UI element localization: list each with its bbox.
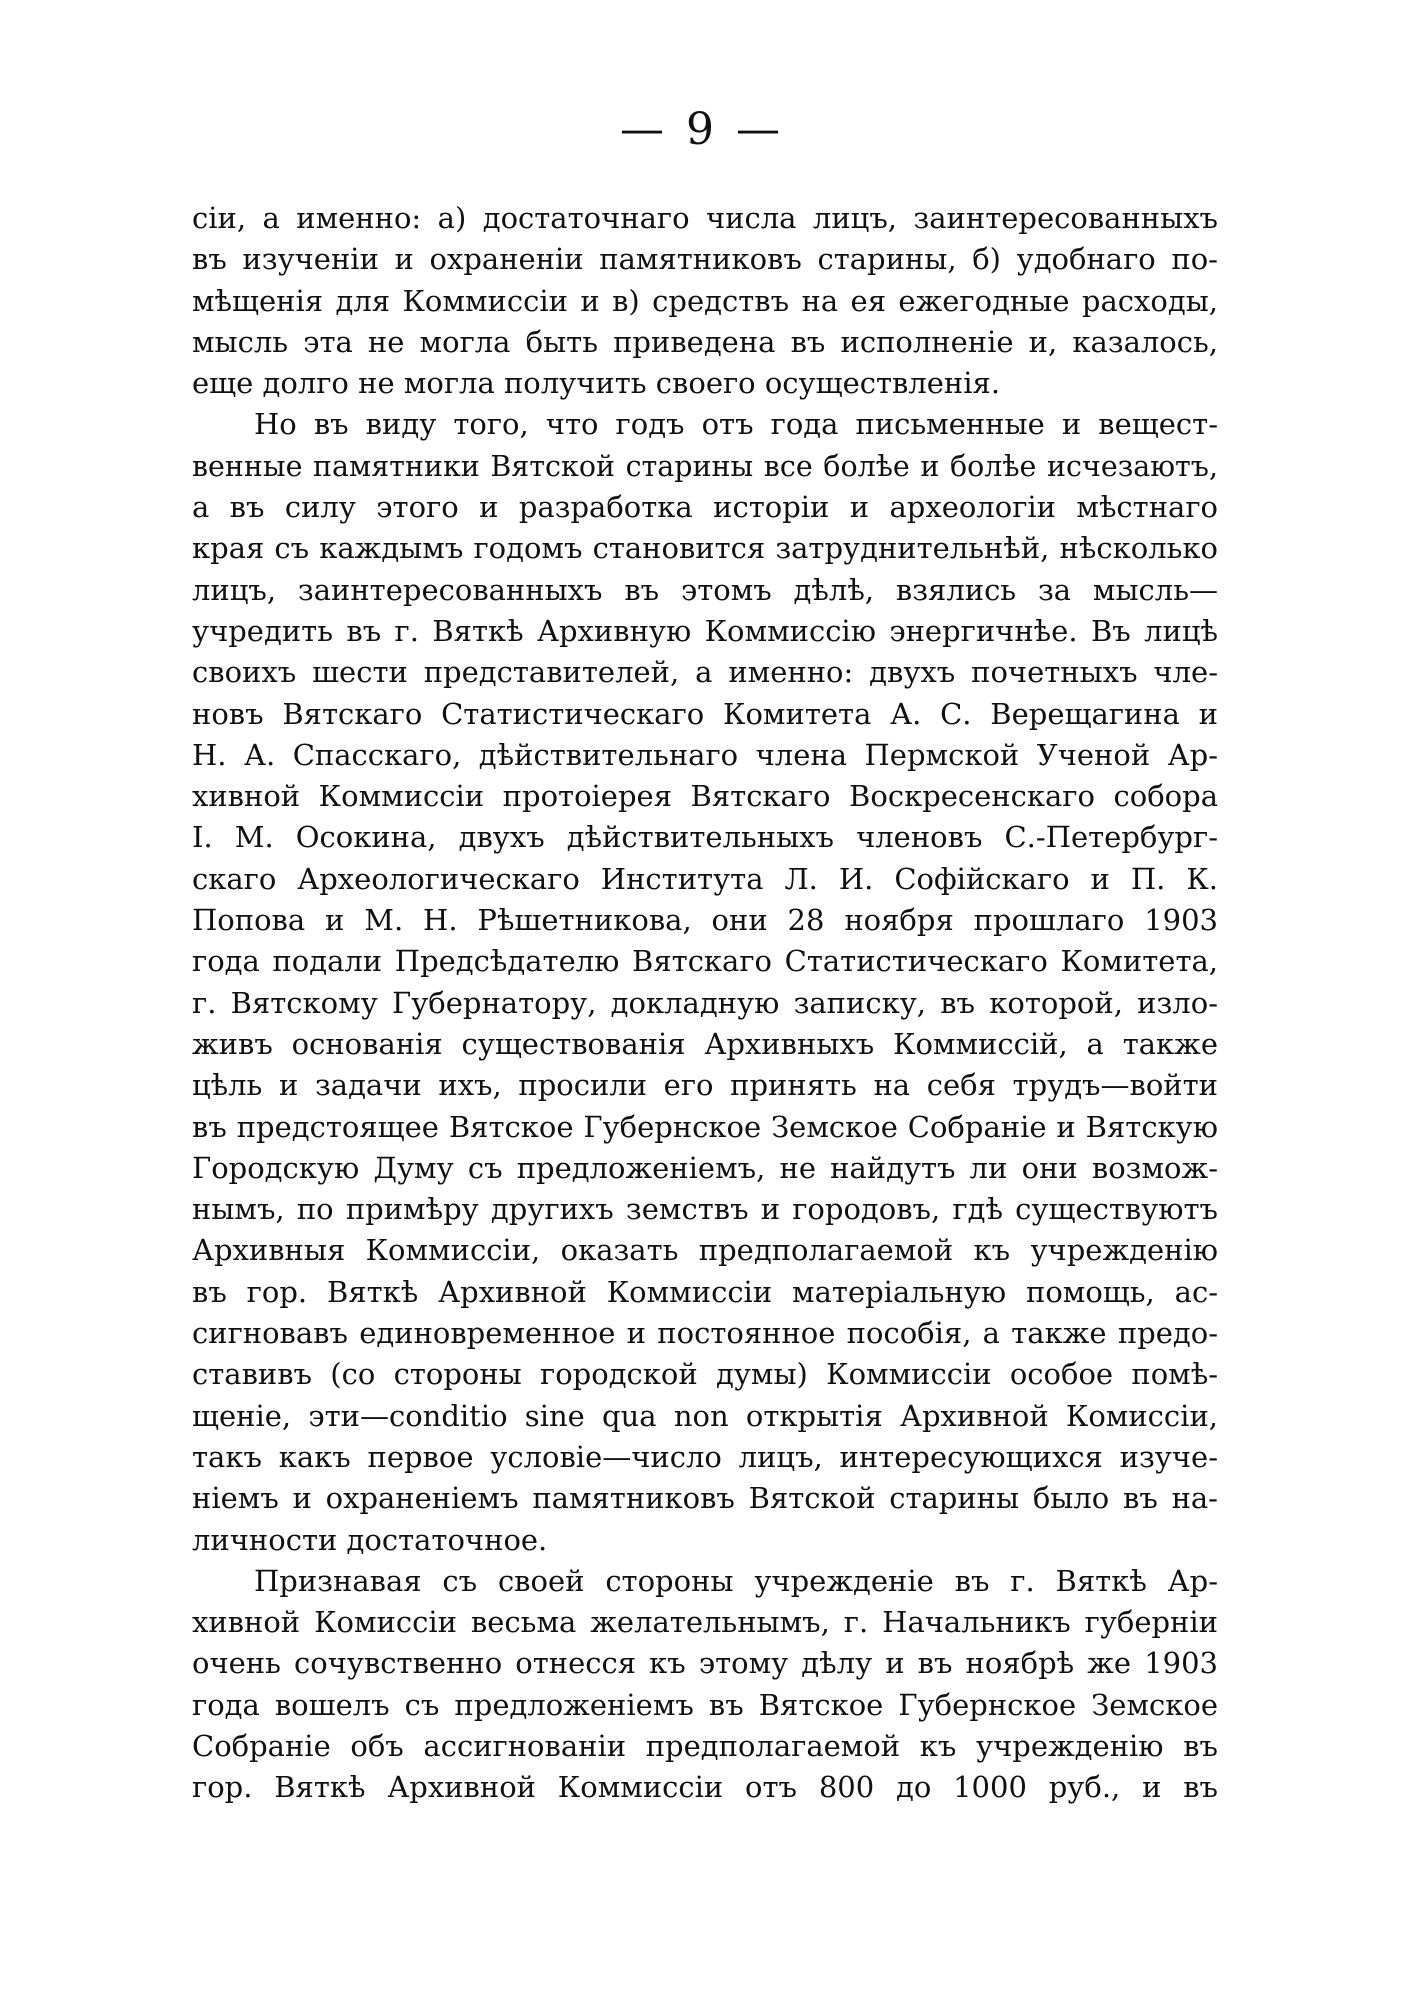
text-line: ставивъ (со стороны городской думы) Коммиссіи особое помѣ- <box>192 1357 1218 1392</box>
text-line: года подали Предсѣдателю Вятскаго Статистическаго Комитета, <box>192 944 1218 979</box>
text-line: хивной Комиссіи весьма желательнымъ, г. Начальникъ губерніи <box>192 1605 1218 1640</box>
text-line: сіи, а именно: а) достаточнаго числа лицъ, заинтересованныхъ <box>192 201 1218 235</box>
text-line: личности достаточное. <box>192 1522 548 1557</box>
text-line: нымъ, по примѣру другихъ земствъ и городовъ, гдѣ существуютъ <box>192 1192 1218 1227</box>
text-line: хивной Коммиссіи протоіерея Вятскаго Воскресенскаго собора <box>192 779 1218 814</box>
text-line: въ изученіи и охраненіи памятниковъ старины, б) удобнаго по- <box>192 242 1218 277</box>
body-text <box>192 198 1218 1809</box>
text-line: Попова и М. Н. Рѣшетникова, они 28 ноября прошлаго 1903 <box>192 903 1218 938</box>
text-line: сигновавъ единовременное и постоянное пособія, а также предо- <box>192 1316 1218 1351</box>
text-line: Городскую Думу съ предложеніемъ, не найдутъ ли они возмож- <box>192 1150 1218 1185</box>
text-line: очень сочувственно отнесся къ этому дѣлу и въ ноябрѣ же 1903 <box>192 1646 1218 1681</box>
text-line: І. М. Осокина, двухъ дѣйствительныхъ членовъ С.-Петербург- <box>192 820 1218 855</box>
text-line: края съ каждымъ годомъ становится затруднительнѣй, нѣсколько <box>192 531 1218 566</box>
text-line: мѣщенія для Коммиссіи и в) средствъ на ея ежегодные расходы, <box>192 283 1218 318</box>
text-line: скаго Археологическаго Института Л. И. Софійскаго и П. К. <box>192 861 1218 896</box>
text-line: въ предстоящее Вятское Губернское Земское Собраніе и Вятскую <box>192 1109 1218 1144</box>
paragraph <box>192 198 1218 404</box>
paragraph <box>192 404 1218 1560</box>
text-line: новъ Вятскаго Статистическаго Комитета А. С. Верещагина и <box>192 696 1218 731</box>
text-line: мысль эта не могла быть приведена въ исполненіе и, казалось, <box>192 324 1218 359</box>
text-line: гор. Вяткѣ Архивной Коммиссіи отъ 800 до 1000 руб., и въ <box>192 1770 1218 1805</box>
page-number: — 9 — <box>620 104 784 155</box>
text-line: такъ какъ первое условіе—число лицъ, интересующихся изуче- <box>192 1439 1218 1474</box>
text-line: еще долго не могла получить своего осуществленія. <box>192 366 1001 401</box>
text-line: Но въ виду того, что годъ отъ года письменные и вещест- <box>254 407 1218 442</box>
text-line: г. Вятскому Губернатору, докладную записку, въ которой, изло- <box>192 985 1218 1020</box>
text-line: живъ основанія существованія Архивныхъ Коммиссій, а также <box>192 1026 1218 1061</box>
text-line: Признавая съ своей стороны учрежденіе въ г. Вяткѣ Ар- <box>254 1563 1218 1598</box>
text-line: своихъ шести представителей, а именно: двухъ почетныхъ чле- <box>192 655 1218 690</box>
text-line: венные памятники Вятской старины все болѣе и болѣе исчезаютъ, <box>192 449 1218 483</box>
text-line: цѣль и задачи ихъ, просили его принять на себя трудъ—войти <box>192 1068 1218 1103</box>
text-line: Архивныя Коммиссіи, оказать предполагаемой къ учрежденію <box>192 1233 1218 1268</box>
text-line: щеніе, эти—conditio sine qua non открытія Архивной Комиссіи, <box>192 1398 1218 1433</box>
text-line: въ гор. Вяткѣ Архивной Коммиссіи матеріальную помощь, ас- <box>192 1274 1218 1309</box>
text-line: а въ силу этого и разработка исторіи и археологіи мѣстнаго <box>192 490 1218 525</box>
text-line: учредить въ г. Вяткѣ Архивную Коммиссію энергичнѣе. Въ лицѣ <box>192 613 1218 648</box>
text-line: Собраніе объ ассигнованіи предполагаемой къ учрежденію въ <box>192 1728 1218 1763</box>
paragraph <box>192 1561 1218 1809</box>
text-line: ніемъ и охраненіемъ памятниковъ Вятской старины было въ на- <box>192 1481 1218 1516</box>
text-line: лицъ, заинтересованныхъ въ этомъ дѣлѣ, взялись за мысль— <box>192 572 1218 607</box>
text-line: Н. А. Спасскаго, дѣйствительнаго члена Пермской Ученой Ар- <box>192 737 1218 772</box>
text-line: года вошелъ съ предложеніемъ въ Вятское Губернское Земское <box>192 1687 1218 1722</box>
